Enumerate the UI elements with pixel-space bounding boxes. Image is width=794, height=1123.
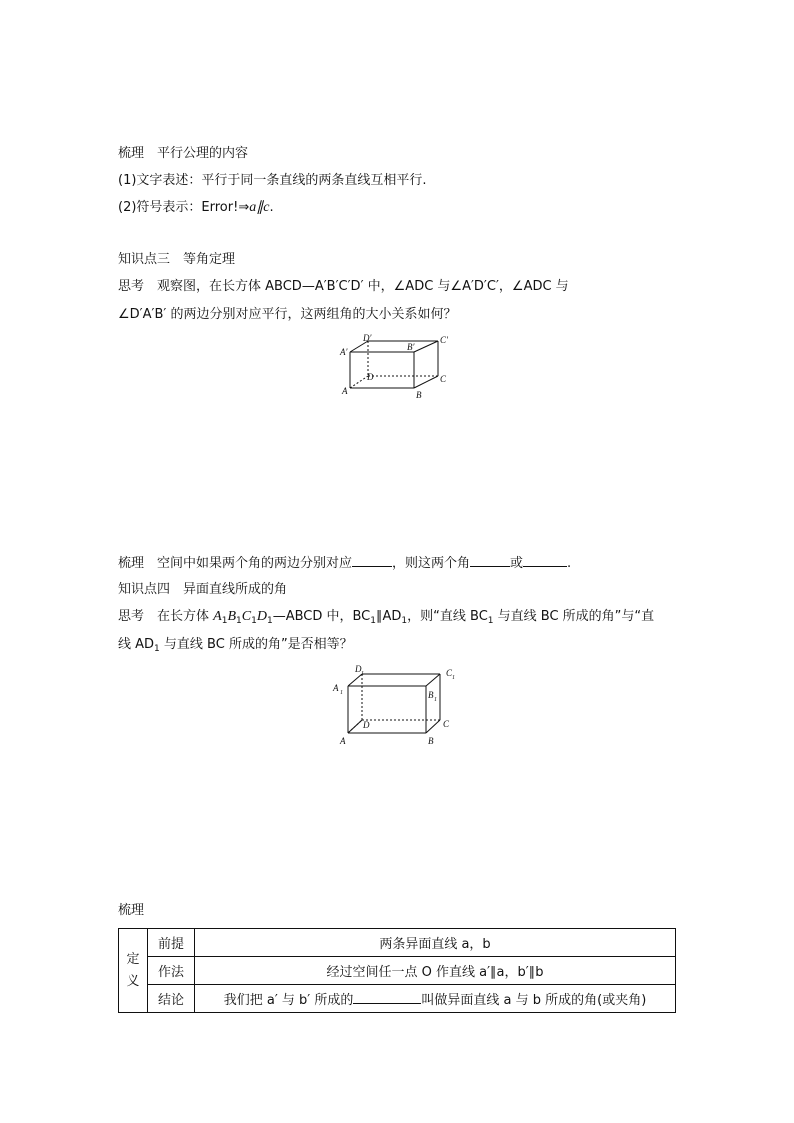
summary1-item2-suffix: . [269,200,274,215]
summary1-heading: 梳理 平行公理的内容 [118,146,249,161]
fig1-label-D1: D′ [363,333,372,343]
point4-think-line1 [118,608,654,630]
point3-summary [118,554,571,573]
point4-line2-sub: 1 [154,644,160,654]
blank-3 [523,554,567,567]
point4-line2-a: 线 AD [118,637,155,652]
point4-m4: D [256,609,267,624]
point4-line2-b: 与直线 BC 所成的角”是否相等？ [159,637,353,652]
point3-title: 知识点三 等角定理 [118,252,236,267]
point3-think-line2: ∠D′A′B′ 的两边分别对应平行，这两组角的大小关系如何？ [118,307,457,322]
point4-text-p3: ∥AD [376,609,402,624]
point3-think-line1 [118,278,569,296]
fig2-label-C1: C [446,668,453,678]
conclusion-text-b: 叫做异面直线 a 与 b 所成的角(或夹角) [421,993,647,1008]
fig2-label-B: B [428,736,434,746]
point4-m2: B [227,609,237,624]
point4-s5: 1 [370,616,376,626]
point4-s6: 1 [401,616,408,626]
point4-text-p2: —ABCD 中，BC [272,609,371,624]
definition-header-cell [119,929,148,1013]
row-content-conclusion [195,985,676,1013]
point4-title: 知识点四 异面直线所成的角 [118,582,288,597]
point4-m3: C [241,609,252,624]
fig2-label-B1: B [428,690,434,700]
point3-think-label: 思考 [118,279,145,294]
point4-s7: 1 [487,616,494,626]
row-content-premise: 两条异面直线 a，b [195,929,676,957]
point3-think-text1: 观察图，在长方体 ABCD—A′B′C′D′ 中，∠ADC 与∠A′D′C′，∠ADC 与 [144,279,569,294]
point3-summary-d: . [567,556,572,571]
row-key-premise: 前提 [148,929,195,957]
fig1-label-B: B [416,390,422,400]
point4-s4: 1 [266,616,273,626]
fig2-label-D1: D [355,664,362,674]
row-content-method: 经过空间任一点 O 作直线 a′∥a，b′∥b [195,957,676,985]
table-row [119,985,676,1013]
cuboid-figure-1 [330,330,460,402]
conclusion-text-a: 我们把 a′ 与 b′ 所成的 [223,993,354,1008]
point3-summary-c: 或 [510,556,524,571]
point4-think-line2 [118,636,353,658]
point4-s2: 1 [236,616,242,626]
definition-table [118,928,676,1013]
table-row [119,929,676,957]
fig1-label-C1: C′ [440,335,448,345]
point3-summary-b: ，则这两个角 [392,556,471,571]
fig2-label-A: A [340,736,346,746]
summary1-item2 [118,199,274,217]
fig1-label-D: D [367,372,374,382]
point4-s1: 1 [221,616,228,626]
row-key-method: 作法 [148,957,195,985]
blank-1 [352,554,392,567]
fig2-sub-A1: 1 [340,690,343,696]
point4-text-p5: 与直线 BC 所成的角”与“直 [493,609,655,624]
fig2-sub-D1: 1 [361,671,364,677]
fig1-label-A1: A′ [340,347,348,357]
row-key-conclusion: 结论 [148,985,195,1013]
point4-think-label: 思考 [118,609,145,624]
fig1-label-C: C [440,374,447,384]
cuboid-figure-2 [330,662,470,748]
summary1-item2-math: a∥c [249,200,270,215]
point4-text-p1: 在长方体 [144,609,214,624]
fig2-label-A1: A [333,683,339,693]
point4-s3: 1 [251,616,257,626]
fig2-label-C: C [443,719,450,729]
point4-text-p4: ，则“直线 BC [407,609,488,624]
definition-header-text: 定 义 [126,951,140,989]
fig2-sub-B1: 1 [434,697,437,703]
fig1-label-B1: B′ [407,342,415,352]
summary1-item2-prefix: (2)符号表示：Error!⇒ [118,200,250,215]
fig1-label-A: A [342,386,348,396]
summary1-item1: (1)文字表述：平行于同一条直线的两条直线互相平行. [118,173,427,188]
point3-summary-a: 梳理 空间中如果两个角的两边分别对应 [118,556,353,571]
blank-4 [353,991,421,1004]
fig2-label-D: D [363,720,370,730]
fig2-sub-C1: 1 [452,675,455,681]
table-row [119,957,676,985]
blank-2 [470,554,510,567]
point4-m1: A [213,609,222,624]
summary2-heading: 梳理 [118,903,145,918]
